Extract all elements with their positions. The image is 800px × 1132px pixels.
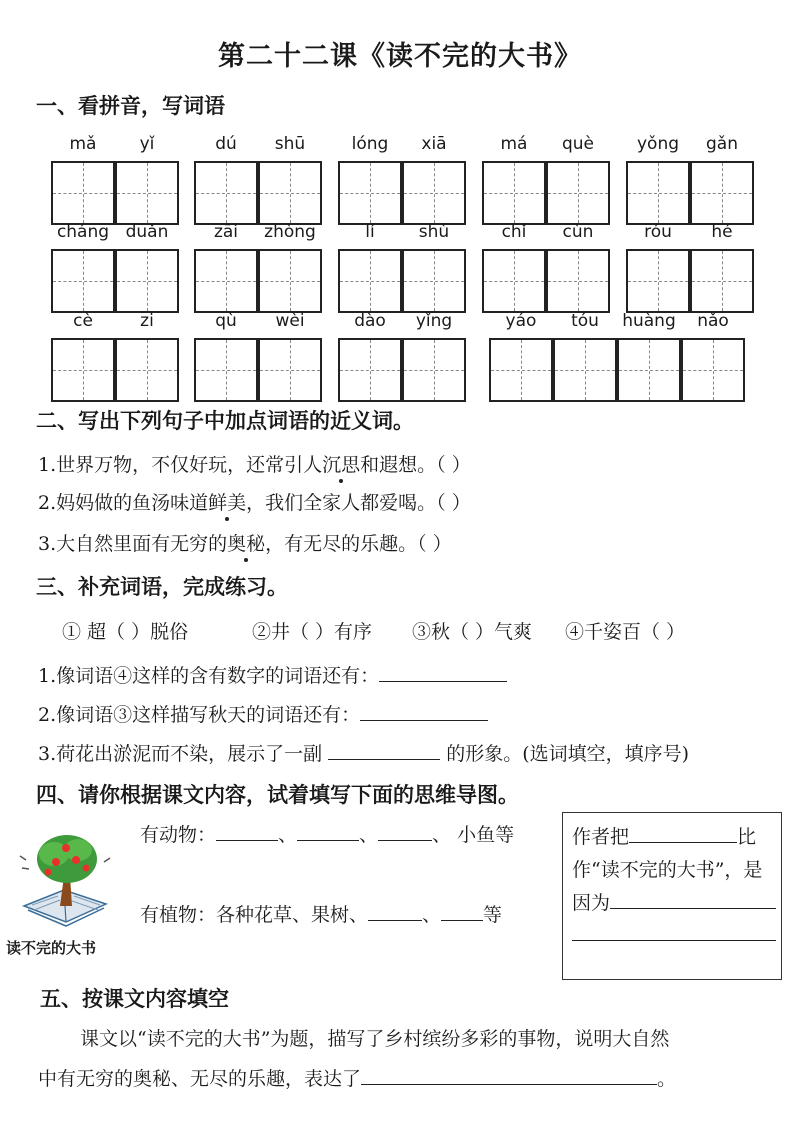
answer-blank-1[interactable]: 和遐想。（ ） xyxy=(360,454,471,476)
tree-book-icon xyxy=(14,826,118,930)
pinyin-label: qù xyxy=(215,311,237,331)
page-title: 第二十二课《读不完的大书》 xyxy=(218,41,582,72)
summary-line-1: 课文以“读不完的大书”为题，描写了乡村缤纷多彩的事物，说明大自然 xyxy=(80,1028,670,1050)
tianzige-cell[interactable] xyxy=(115,249,179,313)
pinyin-label: hé xyxy=(711,222,733,242)
pinyin-label: yǐng xyxy=(415,311,453,331)
plant-blank-2[interactable] xyxy=(441,902,483,921)
idiom-item-2[interactable]: ②井（ ）有序 xyxy=(252,621,373,643)
tianzige-cell[interactable] xyxy=(51,249,115,313)
box-line-1: 作者把 比 xyxy=(572,826,757,848)
pinyin-label: róu xyxy=(644,222,672,242)
exercise-question-1: 1.像词语④这样的含有数字的词语还有： xyxy=(38,661,507,688)
summary-blank[interactable] xyxy=(361,1066,657,1085)
tianzige-cell[interactable] xyxy=(258,338,322,402)
tianzige-cell[interactable] xyxy=(194,338,258,402)
animal-blank-2[interactable] xyxy=(297,822,359,841)
answer-blank-2[interactable]: ，我们全家人都爱喝。（ ） xyxy=(246,492,471,514)
tianzige-cell[interactable] xyxy=(194,161,258,225)
section4-heading: 四、请你根据课文内容，试着填写下面的思维导图。 xyxy=(36,783,519,807)
synonym-question-3: 3.大自然里面有无穷的奥秘，有无尽的乐趣。（ ） xyxy=(38,529,452,556)
book-tree-illustration xyxy=(14,826,118,930)
pinyin-label: gǎn xyxy=(706,134,738,154)
box-blank-1[interactable] xyxy=(629,824,737,843)
animal-blank-1[interactable] xyxy=(216,822,278,841)
book-caption: 读不完的大书 xyxy=(6,939,97,957)
synonym-question-1: 1.世界万物，不仅好玩，还常引人沉思和遐想。（ ） xyxy=(38,450,471,477)
plant-blank-1[interactable] xyxy=(368,902,422,921)
box-line-3: 因为 xyxy=(572,888,776,915)
plants-row: 有植物：各种花草、果树、 、 等 xyxy=(140,904,503,926)
answer-blank-3[interactable]: ，有无尽的乐趣。（ ） xyxy=(265,533,452,555)
tianzige-cell[interactable] xyxy=(338,249,402,313)
tianzige-cell[interactable] xyxy=(546,249,610,313)
section2-heading: 二、写出下列句子中加点词语的近义词。 xyxy=(36,409,414,433)
tianzige-cell[interactable] xyxy=(402,161,466,225)
tianzige-cell[interactable] xyxy=(553,338,617,402)
tianzige-cell[interactable] xyxy=(617,338,681,402)
tianzige-cell[interactable] xyxy=(626,161,690,225)
tianzige-cell[interactable] xyxy=(51,161,115,225)
pinyin-label: chǐ xyxy=(501,222,527,242)
summary-line-2: 中有无穷的奥秘、无尽的乐趣，表达了 。 xyxy=(38,1068,677,1090)
pinyin-label: lí xyxy=(365,222,375,242)
pinyin-label: yáo xyxy=(505,311,537,331)
fill-blank[interactable] xyxy=(379,663,507,682)
tianzige-cell[interactable] xyxy=(546,161,610,225)
pinyin-label: zi xyxy=(140,311,154,331)
idiom-item-4[interactable]: ④千姿百（ ） xyxy=(565,621,686,643)
pinyin-label: cè xyxy=(73,311,93,331)
box-line-2: 作“读不完的大书”，是 xyxy=(572,859,763,881)
pinyin-label: dào xyxy=(354,311,386,331)
tianzige-cell[interactable] xyxy=(690,161,754,225)
tianzige-cell[interactable] xyxy=(115,338,179,402)
pinyin-label: zhòng xyxy=(264,222,316,242)
pinyin-label: huàng xyxy=(622,311,676,331)
synonym-question-2: 2.妈妈做的鱼汤味道鲜美，我们全家人都爱喝。（ ） xyxy=(38,488,471,515)
pinyin-label: wèi xyxy=(275,311,305,331)
tianzige-cell[interactable] xyxy=(258,161,322,225)
pinyin-label: má xyxy=(500,134,528,154)
pinyin-label: què xyxy=(561,134,595,154)
tianzige-cell[interactable] xyxy=(194,249,258,313)
box-blank-2[interactable] xyxy=(610,890,776,909)
pinyin-label: shù xyxy=(418,222,450,242)
tianzige-cell[interactable] xyxy=(489,338,553,402)
tianzige-cell[interactable] xyxy=(402,338,466,402)
dotted-word: 鲜美 xyxy=(208,488,246,515)
dotted-word: 沉思 xyxy=(322,450,360,477)
idiom-item-1[interactable]: ① 超（ ）脱俗 xyxy=(62,621,189,643)
fill-blank[interactable] xyxy=(328,741,440,760)
box-blank-3[interactable] xyxy=(572,940,776,941)
idiom-item-3[interactable]: ③秋（ ）气爽 xyxy=(412,621,533,643)
fill-blank[interactable] xyxy=(360,702,488,721)
exercise-question-3: 3.荷花出淤泥而不染，展示了一副 的形象。(选词填空，填序号) xyxy=(38,743,690,765)
section1-heading: 一、看拼音，写词语 xyxy=(36,94,225,118)
tianzige-cell[interactable] xyxy=(626,249,690,313)
section3-heading: 三、补充词语，完成练习。 xyxy=(36,575,288,599)
pinyin-label: mǎ xyxy=(69,134,97,154)
tianzige-cell[interactable] xyxy=(338,338,402,402)
tianzige-cell[interactable] xyxy=(258,249,322,313)
pinyin-label: yǒng xyxy=(636,134,680,154)
pinyin-label: dú xyxy=(215,134,237,154)
pinyin-label: zāi xyxy=(213,222,239,242)
dotted-word: 奥秘 xyxy=(227,529,265,556)
tianzige-cell[interactable] xyxy=(338,161,402,225)
pinyin-label: cháng xyxy=(56,222,110,242)
tianzige-cell[interactable] xyxy=(115,161,179,225)
pinyin-label: shū xyxy=(274,134,306,154)
tianzige-cell[interactable] xyxy=(402,249,466,313)
pinyin-label: cùn xyxy=(562,222,594,242)
tianzige-cell[interactable] xyxy=(482,161,546,225)
animal-blank-3[interactable] xyxy=(378,822,432,841)
tianzige-cell[interactable] xyxy=(681,338,745,402)
pinyin-label: lóng xyxy=(351,134,389,154)
exercise-question-2: 2.像词语③这样描写秋天的词语还有： xyxy=(38,700,488,727)
pinyin-label: tóu xyxy=(571,311,599,331)
animals-row: 有动物： 、 、 、 小鱼等 xyxy=(140,824,515,846)
tianzige-cell[interactable] xyxy=(51,338,115,402)
tianzige-cell[interactable] xyxy=(482,249,546,313)
section5-heading: 五、按课文内容填空 xyxy=(40,987,229,1011)
pinyin-label: duǎn xyxy=(125,222,169,242)
tianzige-cell[interactable] xyxy=(690,249,754,313)
pinyin-label: yǐ xyxy=(139,134,155,154)
pinyin-label: xiā xyxy=(421,134,447,154)
pinyin-label: nǎo xyxy=(697,311,729,331)
